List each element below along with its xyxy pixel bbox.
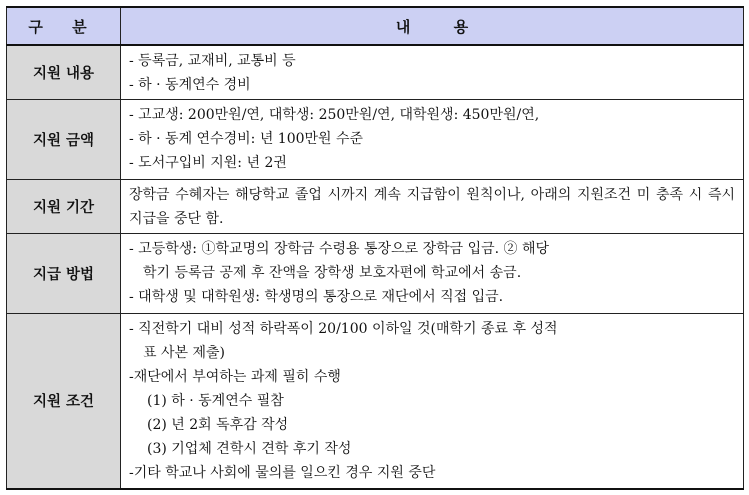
content-line: - 고교생: 200만원/연, 대학생: 250만원/연, 대학원생: 450만원/연, <box>129 107 540 123</box>
content-line: - 등록금, 교재비, 교통비 등 <box>129 53 296 69</box>
row-label: 지원 금액 <box>7 100 121 180</box>
content-line: (3) 기업체 견학시 견학 후기 작성 <box>147 441 352 457</box>
row-label: 지원 내용 <box>7 45 121 100</box>
table-row <box>7 234 744 314</box>
content-line: - 도서구입비 지원: 년 2권 <box>129 155 287 171</box>
table-row <box>7 100 744 180</box>
support-table <box>6 6 744 490</box>
header-content: 내 용 <box>121 7 744 45</box>
row-label: 지원 기간 <box>7 180 121 234</box>
content-line: -재단에서 부여하는 과제 필히 수행 <box>129 369 341 385</box>
table-row <box>7 180 744 234</box>
row-label: 지원 조건 <box>7 314 121 489</box>
content-line: (2) 년 2회 독후감 작성 <box>147 417 289 433</box>
content-line: - 하 · 동계연수 경비 <box>129 77 251 93</box>
content-line: 표 사본 제출) <box>143 345 225 361</box>
row-content <box>121 314 744 489</box>
content-line: (1) 하 · 동계연수 필참 <box>147 393 284 409</box>
row-content <box>121 45 744 100</box>
row-content <box>121 234 744 314</box>
content-line: 학기 등록금 공제 후 잔액을 장학생 보호자편에 학교에서 송금. <box>143 265 522 281</box>
header-row <box>7 7 744 45</box>
header-category: 구 분 <box>7 7 121 45</box>
table-row <box>7 314 744 489</box>
table-row <box>7 45 744 100</box>
content-line: -기타 학교나 사회에 물의를 일으킨 경우 지원 중단 <box>129 465 436 481</box>
row-label: 지급 방법 <box>7 234 121 314</box>
content-line: 장학금 수혜자는 해당학교 졸업 시까지 계속 지급함이 원칙이나, 아래의 지원조건 미 충족 시 즉시 지급을 중단 함. <box>129 187 735 227</box>
content-line: - 직전학기 대비 성적 하락폭이 20/100 이하일 것(매학기 종료 후 성적 <box>129 321 558 337</box>
content-line: - 대학생 및 대학원생: 학생명의 통장으로 재단에서 직접 입금. <box>129 289 504 305</box>
row-content <box>121 100 744 180</box>
content-line: - 고등학생: ①학교명의 장학금 수령용 통장으로 장학금 입금. ② 해당 <box>129 241 550 257</box>
row-content <box>121 180 744 234</box>
content-line: - 하 · 동계 연수경비: 년 100만원 수준 <box>129 131 364 147</box>
